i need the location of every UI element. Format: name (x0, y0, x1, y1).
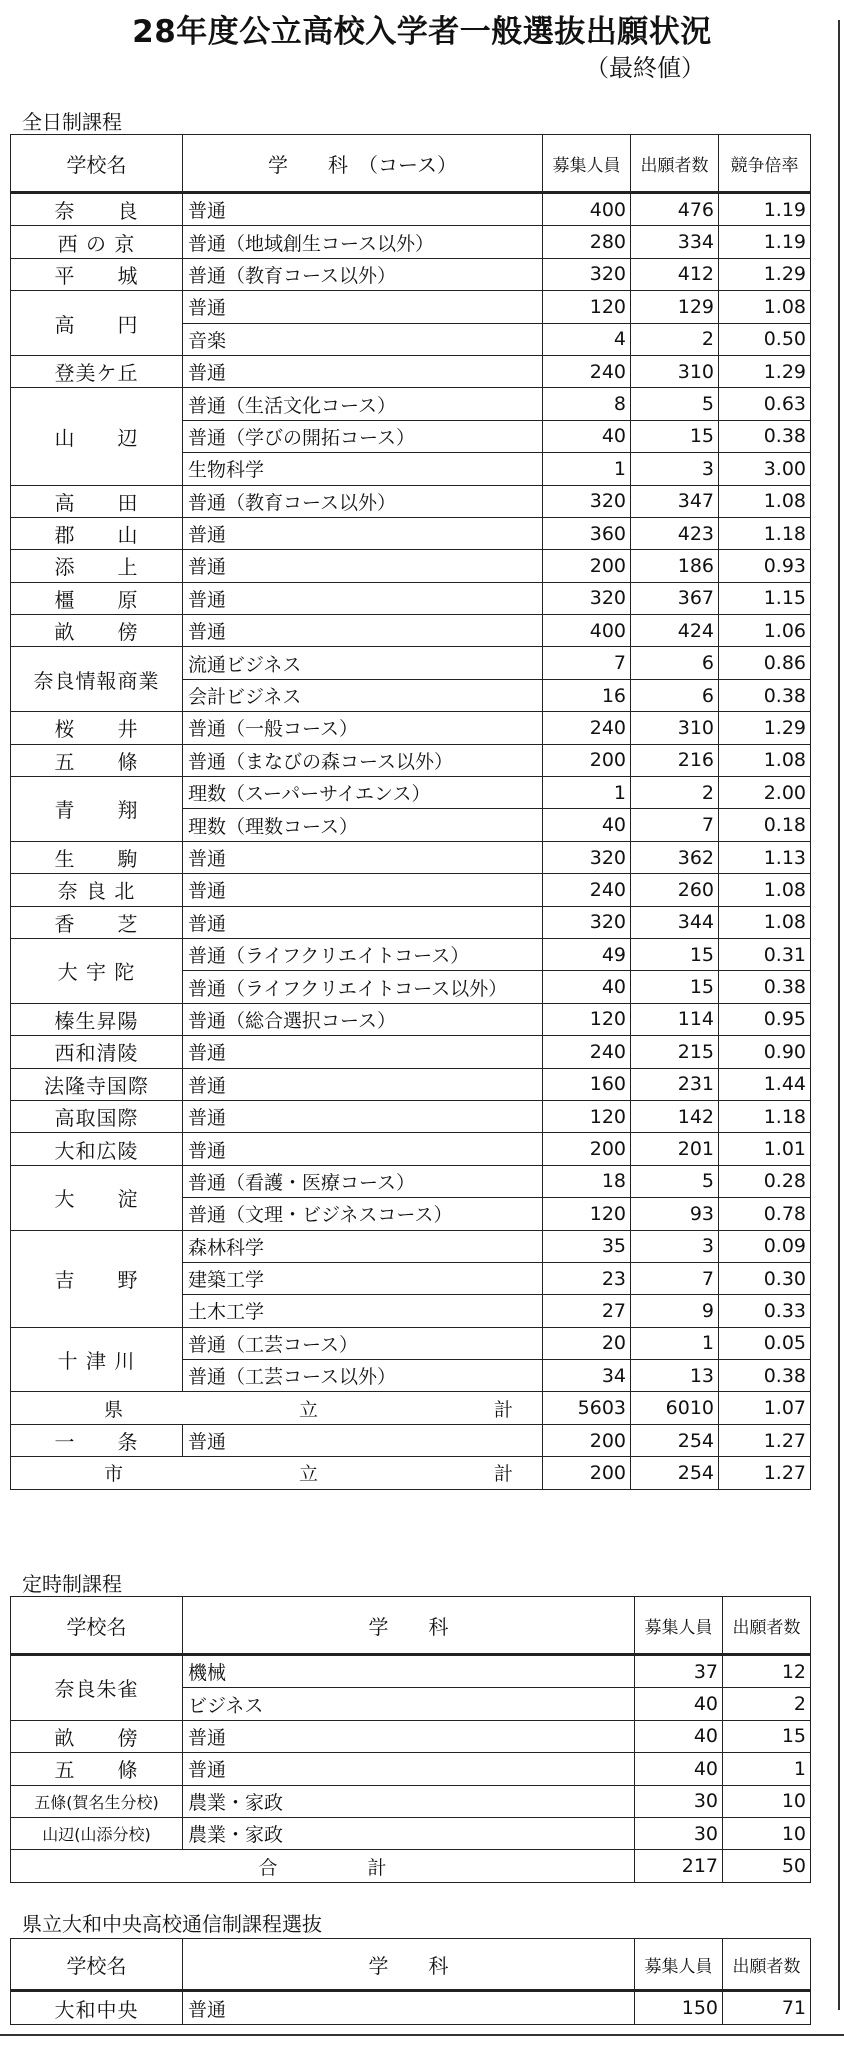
applicants-cell: 93 (631, 1198, 719, 1230)
header-course: 学 科 (183, 1597, 635, 1655)
school-name: 五條(賀名生分校) (11, 1785, 183, 1817)
table-row (11, 355, 811, 387)
capacity-cell: 30 (635, 1817, 723, 1849)
header-capacity: 募集人員 (635, 1939, 723, 1991)
capacity-cell: 240 (543, 1036, 631, 1068)
capacity-cell: 200 (543, 550, 631, 582)
table-header-row (11, 135, 811, 193)
ratio-cell: 0.38 (719, 420, 811, 452)
school-name: 奈良朱雀 (11, 1655, 183, 1721)
school-name: 西 の 京 (11, 226, 183, 258)
course-cell: 建築工学 (183, 1262, 543, 1294)
applicants-cell: 1 (631, 1327, 719, 1359)
course-cell: 普通（文理・ビジネスコース） (183, 1198, 543, 1230)
course-cell: 普通 (183, 1068, 543, 1100)
applicants-cell: 15 (723, 1720, 811, 1752)
course-cell: 普通 (183, 874, 543, 906)
school-name: 高 田 (11, 485, 183, 517)
ratio-cell: 1.29 (719, 712, 811, 744)
school-name: 五 條 (11, 1753, 183, 1785)
total-label-char: 計 (494, 1463, 514, 1486)
total-row (11, 1392, 811, 1424)
ratio-cell: 0.18 (719, 809, 811, 841)
school-name: 高取国際 (11, 1100, 183, 1132)
capacity-cell: 23 (543, 1262, 631, 1294)
capacity-cell: 37 (635, 1655, 723, 1688)
course-cell: 機械 (183, 1655, 635, 1688)
course-cell: 音楽 (183, 323, 543, 355)
applicants-cell: 5 (631, 1165, 719, 1197)
table-header-row (11, 1597, 811, 1655)
course-cell: 理数（理数コース） (183, 809, 543, 841)
table-row (11, 1720, 811, 1752)
ratio-cell: 0.30 (719, 1262, 811, 1294)
total-label-char: 市 (104, 1463, 124, 1486)
school-name: 桜 井 (11, 712, 183, 744)
applicants-cell: 1 (723, 1753, 811, 1785)
school-name: 奈 良 北 (11, 874, 183, 906)
school-name: 平 城 (11, 258, 183, 290)
course-cell: 普通 (183, 615, 543, 647)
school-name: 大和広陵 (11, 1133, 183, 1165)
capacity-cell: 40 (635, 1720, 723, 1752)
capacity-cell: 200 (543, 1133, 631, 1165)
table-row (11, 1133, 811, 1165)
header-ratio: 競争倍率 (719, 135, 811, 193)
applicants-cell: 15 (631, 420, 719, 452)
school-name: 青 翔 (11, 777, 183, 842)
ratio-cell: 1.08 (719, 906, 811, 938)
table-row (11, 1991, 811, 2025)
applicants-cell: 71 (723, 1991, 811, 2025)
school-name: 法隆寺国際 (11, 1068, 183, 1100)
ratio-cell: 0.38 (719, 1360, 811, 1392)
capacity-cell: 120 (543, 291, 631, 323)
header-course: 学 科 （コース） (183, 135, 543, 193)
capacity-cell: 400 (543, 193, 631, 226)
applicants-cell: 216 (631, 744, 719, 776)
applicants-cell: 13 (631, 1360, 719, 1392)
capacity-cell: 18 (543, 1165, 631, 1197)
school-name: 奈 良 (11, 193, 183, 226)
course-cell: 普通 (183, 1991, 635, 2025)
course-cell: 普通（看護・医療コース） (183, 1165, 543, 1197)
capacity-cell: 34 (543, 1360, 631, 1392)
ratio-cell: 1.13 (719, 841, 811, 873)
course-cell: 会計ビジネス (183, 679, 543, 711)
course-cell: 普通 (183, 517, 543, 549)
capacity-cell: 320 (543, 841, 631, 873)
course-cell: 普通（総合選択コース） (183, 1003, 543, 1035)
table-row (11, 615, 811, 647)
school-name: 畝 傍 (11, 615, 183, 647)
ratio-cell: 0.38 (719, 679, 811, 711)
capacity-cell: 160 (543, 1068, 631, 1100)
table-row (11, 906, 811, 938)
course-cell: 普通（地域創生コース以外） (183, 226, 543, 258)
course-cell: 普通 (183, 906, 543, 938)
applicants-cell: 347 (631, 485, 719, 517)
applicants-cell: 362 (631, 841, 719, 873)
total-ratio: 1.07 (719, 1392, 811, 1424)
right-rule (838, 20, 840, 2010)
total-label-char: 計 (367, 1856, 387, 1879)
header-course: 学 科 (183, 1939, 635, 1991)
course-cell: 普通 (183, 582, 543, 614)
total-label-char: 県 (104, 1398, 124, 1421)
school-name: 香 芝 (11, 906, 183, 938)
ratio-cell: 1.18 (719, 517, 811, 549)
course-cell: 普通 (183, 1036, 543, 1068)
capacity-cell: 320 (543, 906, 631, 938)
school-name: 大 宇 陀 (11, 938, 183, 1003)
table-row (11, 258, 811, 290)
school-name: 高 円 (11, 291, 183, 356)
course-cell: 普通 (183, 355, 543, 387)
header-school: 学校名 (11, 135, 183, 193)
course-cell: 普通（学びの開拓コース） (183, 420, 543, 452)
capacity-cell: 40 (543, 420, 631, 452)
school-name: 奈良情報商業 (11, 647, 183, 712)
table-row (11, 1036, 811, 1068)
course-cell: 普通（ライフクリエイトコース） (183, 938, 543, 970)
applicants-cell: 476 (631, 193, 719, 226)
table-row (11, 550, 811, 582)
school-name: 生 駒 (11, 841, 183, 873)
ratio-cell: 1.08 (719, 485, 811, 517)
applicants-cell: 201 (631, 1133, 719, 1165)
applicants-cell: 10 (723, 1817, 811, 1849)
course-cell: 普通 (183, 550, 543, 582)
capacity-cell: 30 (635, 1785, 723, 1817)
applicants-cell: 9 (631, 1295, 719, 1327)
header-capacity: 募集人員 (543, 135, 631, 193)
total-capacity: 200 (543, 1457, 631, 1489)
total-label-char: 計 (494, 1398, 514, 1421)
ratio-cell: 0.38 (719, 971, 811, 1003)
course-cell: 普通（教育コース以外） (183, 258, 543, 290)
ratio-cell: 1.27 (719, 1424, 811, 1456)
capacity-cell: 16 (543, 679, 631, 711)
table-row (11, 647, 811, 679)
table-tsushin (10, 1938, 811, 2025)
capacity-cell: 7 (543, 647, 631, 679)
applicants-cell: 7 (631, 1262, 719, 1294)
ratio-cell: 1.19 (719, 193, 811, 226)
total-capacity: 5603 (543, 1392, 631, 1424)
school-name: 山辺(山添分校) (11, 1817, 183, 1849)
capacity-cell: 120 (543, 1003, 631, 1035)
course-cell: 理数（スーパーサイエンス） (183, 777, 543, 809)
applicants-cell: 423 (631, 517, 719, 549)
table-row (11, 291, 811, 323)
ratio-cell: 1.29 (719, 355, 811, 387)
applicants-cell: 2 (631, 777, 719, 809)
applicants-cell: 344 (631, 906, 719, 938)
ratio-cell: 0.90 (719, 1036, 811, 1068)
course-cell: 普通 (183, 291, 543, 323)
capacity-cell: 240 (543, 874, 631, 906)
ratio-cell: 1.08 (719, 744, 811, 776)
ratio-cell: 0.50 (719, 323, 811, 355)
school-name: 添 上 (11, 550, 183, 582)
table-row (11, 1003, 811, 1035)
ratio-cell: 0.28 (719, 1165, 811, 1197)
capacity-cell: 320 (543, 258, 631, 290)
applicants-cell: 3 (631, 453, 719, 485)
applicants-cell: 114 (631, 1003, 719, 1035)
table-header-row (11, 1939, 811, 1991)
header-capacity: 募集人員 (635, 1597, 723, 1655)
ratio-cell: 0.78 (719, 1198, 811, 1230)
capacity-cell: 400 (543, 615, 631, 647)
applicants-cell: 2 (723, 1688, 811, 1720)
total-label-char: 立 (299, 1463, 319, 1486)
school-name: 山 辺 (11, 388, 183, 485)
table-zennichi (10, 134, 811, 1490)
capacity-cell: 320 (543, 582, 631, 614)
capacity-cell: 40 (543, 971, 631, 1003)
section-label-teiji: 定時制課程 (22, 1572, 122, 1596)
course-cell: 普通（工芸コース以外） (183, 1360, 543, 1392)
table-row (11, 582, 811, 614)
header-applicants: 出願者数 (631, 135, 719, 193)
ratio-cell: 1.18 (719, 1100, 811, 1132)
table-teiji (10, 1596, 811, 1883)
ratio-cell: 1.15 (719, 582, 811, 614)
course-cell: 普通 (183, 841, 543, 873)
capacity-cell: 8 (543, 388, 631, 420)
total-label-char: 合 (258, 1856, 278, 1879)
capacity-cell: 1 (543, 453, 631, 485)
course-cell: ビジネス (183, 1688, 635, 1720)
table-row (11, 1753, 811, 1785)
table-row (11, 874, 811, 906)
table-row (11, 485, 811, 517)
course-cell: 農業・家政 (183, 1817, 635, 1849)
table-row (11, 1068, 811, 1100)
table-row (11, 226, 811, 258)
header-school: 学校名 (11, 1597, 183, 1655)
applicants-cell: 3 (631, 1230, 719, 1262)
school-name: 大 淀 (11, 1165, 183, 1230)
applicants-cell: 310 (631, 355, 719, 387)
applicants-cell: 424 (631, 615, 719, 647)
ratio-cell: 0.63 (719, 388, 811, 420)
capacity-cell: 240 (543, 712, 631, 744)
applicants-cell: 142 (631, 1100, 719, 1132)
capacity-cell: 49 (543, 938, 631, 970)
table-row (11, 777, 811, 809)
course-cell: 普通（一般コース） (183, 712, 543, 744)
course-cell: 普通 (183, 1133, 543, 1165)
course-cell: 普通 (183, 1424, 543, 1456)
page-subtitle: （最終値） (585, 54, 705, 82)
school-name: 一 条 (11, 1424, 183, 1456)
capacity-cell: 40 (543, 809, 631, 841)
capacity-cell: 240 (543, 355, 631, 387)
school-name: 榛生昇陽 (11, 1003, 183, 1035)
table-row (11, 1327, 811, 1359)
capacity-cell: 200 (543, 1424, 631, 1456)
applicants-cell: 15 (631, 938, 719, 970)
school-name: 橿 原 (11, 582, 183, 614)
capacity-cell: 27 (543, 1295, 631, 1327)
course-cell: 森林科学 (183, 1230, 543, 1262)
ratio-cell: 0.05 (719, 1327, 811, 1359)
capacity-cell: 4 (543, 323, 631, 355)
course-cell: 普通（ライフクリエイトコース以外） (183, 971, 543, 1003)
course-cell: 土木工学 (183, 1295, 543, 1327)
total-applicants: 6010 (631, 1392, 719, 1424)
ratio-cell: 1.44 (719, 1068, 811, 1100)
ratio-cell: 0.86 (719, 647, 811, 679)
total-capacity: 217 (635, 1850, 723, 1882)
header-school: 学校名 (11, 1939, 183, 1991)
capacity-cell: 40 (635, 1688, 723, 1720)
section-label-tsushin: 県立大和中央高校通信制課程選抜 (22, 1912, 322, 1936)
ratio-cell: 0.31 (719, 938, 811, 970)
course-cell: 普通（工芸コース） (183, 1327, 543, 1359)
school-name: 郡 山 (11, 517, 183, 549)
table-row (11, 517, 811, 549)
capacity-cell: 40 (635, 1753, 723, 1785)
total-label (11, 1850, 635, 1882)
page-title: 28年度公立高校入学者一般選抜出願状況 (132, 14, 712, 50)
applicants-cell: 215 (631, 1036, 719, 1068)
header-applicants: 出願者数 (723, 1939, 811, 1991)
course-cell: 普通 (183, 1753, 635, 1785)
school-name: 畝 傍 (11, 1720, 183, 1752)
course-cell: 普通（教育コース以外） (183, 485, 543, 517)
applicants-cell: 186 (631, 550, 719, 582)
applicants-cell: 334 (631, 226, 719, 258)
course-cell: 普通 (183, 193, 543, 226)
total-row (11, 1850, 811, 1882)
table-row (11, 712, 811, 744)
school-name: 西和清陵 (11, 1036, 183, 1068)
course-cell: 農業・家政 (183, 1785, 635, 1817)
applicants-cell: 254 (631, 1424, 719, 1456)
school-name: 五 條 (11, 744, 183, 776)
course-cell: 普通 (183, 1720, 635, 1752)
course-cell: 生物科学 (183, 453, 543, 485)
table-row (11, 1100, 811, 1132)
capacity-cell: 35 (543, 1230, 631, 1262)
school-name: 十 津 川 (11, 1327, 183, 1392)
table-row (11, 841, 811, 873)
table-row (11, 193, 811, 226)
applicants-cell: 7 (631, 809, 719, 841)
school-name: 吉 野 (11, 1230, 183, 1327)
capacity-cell: 1 (543, 777, 631, 809)
table-row (11, 1785, 811, 1817)
ratio-cell: 1.06 (719, 615, 811, 647)
applicants-cell: 260 (631, 874, 719, 906)
school-name: 登美ケ丘 (11, 355, 183, 387)
capacity-cell: 320 (543, 485, 631, 517)
table-row (11, 744, 811, 776)
applicants-cell: 12 (723, 1655, 811, 1688)
capacity-cell: 120 (543, 1198, 631, 1230)
total-applicants: 50 (723, 1850, 811, 1882)
applicants-cell: 5 (631, 388, 719, 420)
applicants-cell: 6 (631, 647, 719, 679)
ratio-cell: 0.93 (719, 550, 811, 582)
total-label-char: 立 (299, 1398, 319, 1421)
applicants-cell: 412 (631, 258, 719, 290)
table-row (11, 1817, 811, 1849)
bottom-rule (0, 2034, 844, 2036)
applicants-cell: 15 (631, 971, 719, 1003)
table-row (11, 1230, 811, 1262)
ratio-cell: 1.08 (719, 291, 811, 323)
course-cell: 普通（まなびの森コース以外） (183, 744, 543, 776)
applicants-cell: 2 (631, 323, 719, 355)
capacity-cell: 20 (543, 1327, 631, 1359)
total-label (11, 1457, 543, 1489)
ratio-cell: 0.95 (719, 1003, 811, 1035)
table-row (11, 1655, 811, 1688)
applicants-cell: 310 (631, 712, 719, 744)
course-cell: 普通（生活文化コース） (183, 388, 543, 420)
applicants-cell: 231 (631, 1068, 719, 1100)
course-cell: 流通ビジネス (183, 647, 543, 679)
table-row (11, 938, 811, 970)
total-label (11, 1392, 543, 1424)
table-row (11, 1165, 811, 1197)
capacity-cell: 360 (543, 517, 631, 549)
total-ratio: 1.27 (719, 1457, 811, 1489)
capacity-cell: 120 (543, 1100, 631, 1132)
header-applicants: 出願者数 (723, 1597, 811, 1655)
ratio-cell: 2.00 (719, 777, 811, 809)
section-label-zennichi: 全日制課程 (22, 110, 122, 134)
course-cell: 普通 (183, 1100, 543, 1132)
ratio-cell: 3.00 (719, 453, 811, 485)
total-applicants: 254 (631, 1457, 719, 1489)
ratio-cell: 1.01 (719, 1133, 811, 1165)
table-row (11, 388, 811, 420)
ratio-cell: 1.19 (719, 226, 811, 258)
applicants-cell: 367 (631, 582, 719, 614)
ratio-cell: 1.08 (719, 874, 811, 906)
table-row (11, 1424, 811, 1456)
total-row (11, 1457, 811, 1489)
applicants-cell: 6 (631, 679, 719, 711)
capacity-cell: 150 (635, 1991, 723, 2025)
school-name: 大和中央 (11, 1991, 183, 2025)
applicants-cell: 10 (723, 1785, 811, 1817)
ratio-cell: 0.33 (719, 1295, 811, 1327)
ratio-cell: 0.09 (719, 1230, 811, 1262)
capacity-cell: 280 (543, 226, 631, 258)
ratio-cell: 1.29 (719, 258, 811, 290)
capacity-cell: 200 (543, 744, 631, 776)
applicants-cell: 129 (631, 291, 719, 323)
